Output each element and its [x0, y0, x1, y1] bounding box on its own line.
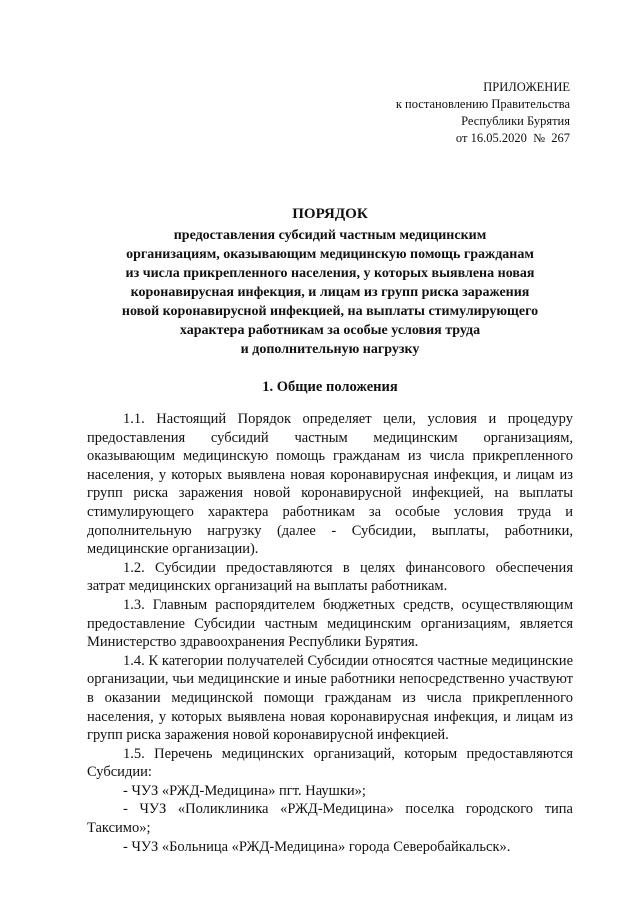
subtitle-line: организациям, оказывающим медицинскую помощь гражданам [126, 247, 534, 262]
subtitle-line: из числа прикрепленного населения, у которых выявлена новая [125, 266, 535, 281]
document-body [87, 410, 573, 856]
subtitle-line: предоставления субсидий частным медицинским [173, 228, 487, 243]
subtitle-line: коронавирусная инфекция, и лицам из групп риска заражения [130, 285, 530, 300]
list-item: - ЧУЗ «Поликлиника «РЖД-Медицина» поселка городского типа Таксимо»; [87, 801, 573, 837]
paragraph-1-4: 1.4. К категории получателей Субсидии относятся частные медицинские организации, чьи медицинские и иные работники непосредственно участвуют в оказании медицинской помощи гражданам из числа прикрепленного населения, у которых выявлена новая коронавирусная инфекция, и лицам из групп риска заражения новой коронавирусной инфекцией. [87, 652, 573, 744]
section-heading: 1. Общие положения [262, 379, 398, 395]
subtitle-line: новой коронавирусной инфекцией, на выплаты стимулирующего [121, 304, 539, 319]
subtitle-line: и дополнительную нагрузку [240, 342, 420, 357]
paragraph-1-5: 1.5. Перечень медицинских организаций, которым предоставляются Субсидии: [87, 745, 573, 781]
list-item: - ЧУЗ «РЖД-Медицина» пгт. Наушки»; [123, 782, 366, 799]
annex-date-number: от 16.05.2020 № 267 [455, 131, 570, 145]
paragraph-1-3: 1.3. Главным распорядителем бюджетных средств, осуществляющим предоставление Субсидии частным медицинским организациям, является Министерство здравоохранения Республики Бурятия. [87, 596, 573, 651]
document-title-block [80, 205, 580, 359]
annex-block [396, 79, 570, 147]
annex-reference: к постановлению Правительства [395, 97, 570, 111]
annex-republic: Республики Бурятия [461, 114, 570, 128]
document-subtitle [80, 226, 580, 359]
paragraph-1-2: 1.2. Субсидии предоставляются в целях финансового обеспечения затрат медицинских организаций на выплаты работникам. [87, 559, 573, 595]
annex-title: ПРИЛОЖЕНИЕ [483, 80, 570, 94]
subtitle-line: характера работникам за особые условия труда [179, 323, 481, 338]
document-title: ПОРЯДОК [292, 206, 368, 222]
paragraph-1-1: 1.1. Настоящий Порядок определяет цели, условия и процедуру предоставления субсидий частным медицинским организациям, оказывающим медицинскую помощь гражданам из числа прикрепленного населения, у которых выявлена новая коронавирусная инфекция, и лицам из групп риска заражения новой коронавирусной инфекцией, на выплаты стимулирующего характера работникам за особые условия труда и дополнительную нагрузку (далее - Субсидии, выплаты, работники, медицинские организации). [87, 411, 573, 558]
list-item: - ЧУЗ «Больница «РЖД-Медицина» города Северобайкальск». [123, 838, 511, 855]
